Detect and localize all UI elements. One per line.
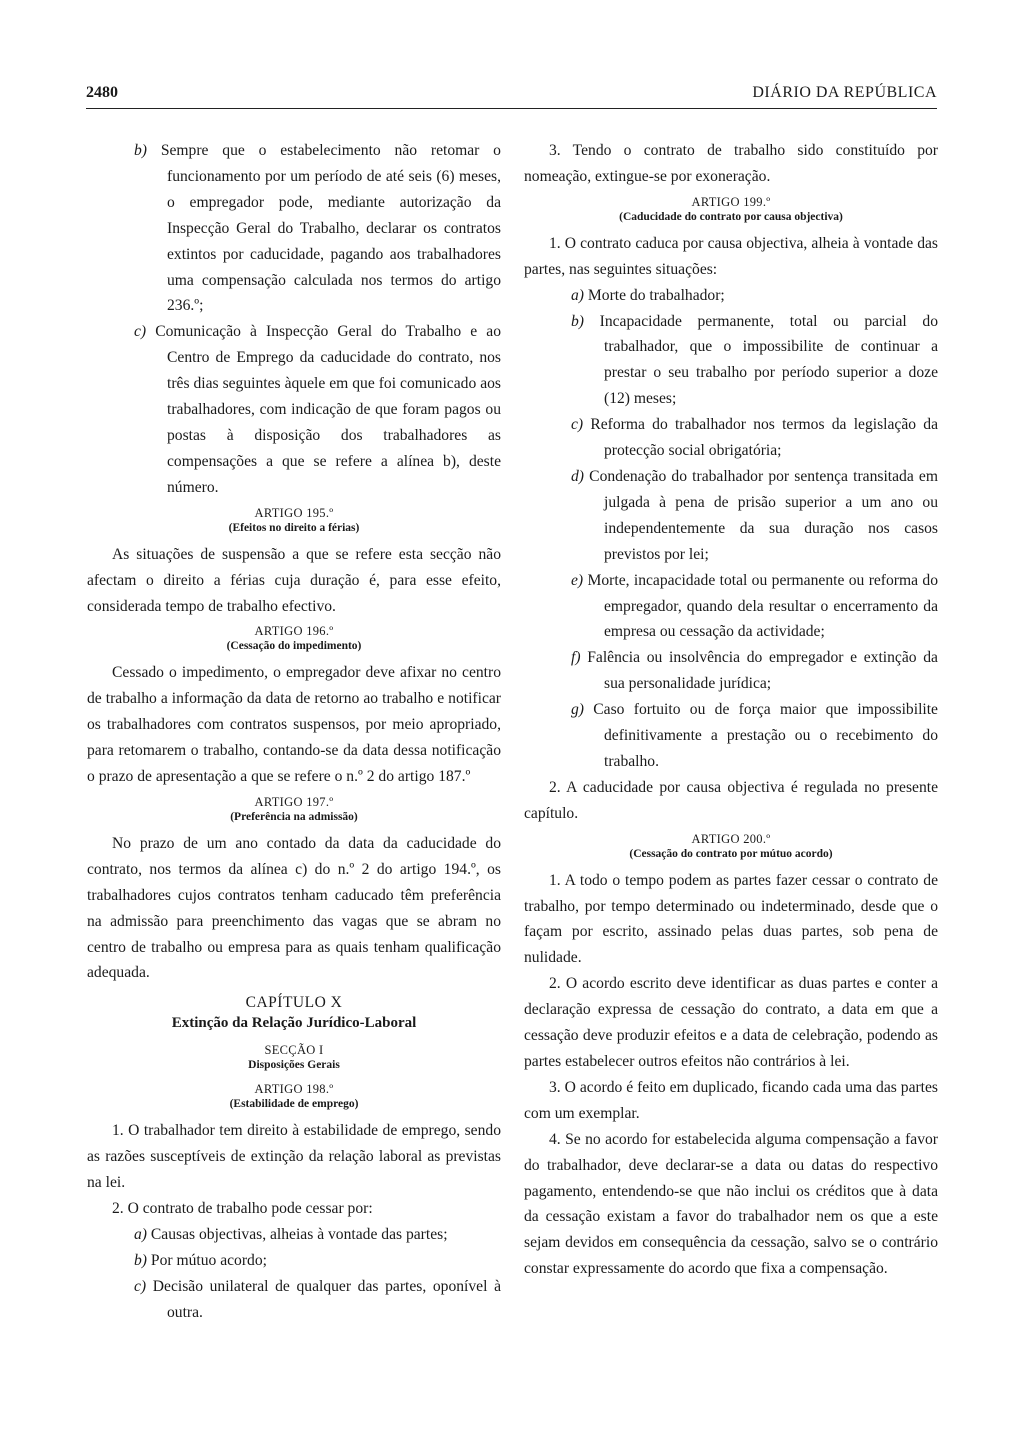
article-heading xyxy=(524,194,938,225)
item-text: Comunicação à Inspecção Geral do Trabalho e ao Centro de Emprego da caducidade do contrato, nos três dias seguintes àquele em que foi comunicado aos trabalhadores, com indicação de que foram pagos ou postas à disposição dos trabalhadores as compensações a que se refere a alínea b), deste número. xyxy=(155,323,501,496)
item-label: c) xyxy=(134,323,147,341)
paragraph: 2. A caducidade por causa objectiva é regulada no presente capítulo. xyxy=(524,778,938,822)
chapter-number: CAPÍTULO X xyxy=(245,994,343,1012)
paragraph: 3. O acordo é feito em duplicado, ficando cada uma das partes com um exemplar. xyxy=(524,1078,938,1122)
page-header xyxy=(86,80,937,109)
article-title: (Cessação do contrato por mútuo acordo) xyxy=(629,847,833,860)
article-title: (Caducidade do contrato por causa objectiva) xyxy=(619,210,843,223)
article-heading xyxy=(87,1081,501,1112)
item-label: c) xyxy=(571,416,584,434)
list-item xyxy=(87,1222,501,1248)
item-label: b) xyxy=(134,142,147,159)
paragraph: 2. O contrato de trabalho pode cessar por: xyxy=(112,1200,373,1218)
list-item xyxy=(87,319,501,500)
paragraph: 3. Tendo o contrato de trabalho sido constituído por nomeação, extingue-se por exoneração. xyxy=(524,142,938,185)
page-number: 2480 xyxy=(86,84,118,101)
list-item xyxy=(524,697,938,775)
article-number: ARTIGO 196.º xyxy=(254,624,334,639)
list-item xyxy=(524,412,938,464)
paragraph: 4. Se no acordo for estabelecida alguma compensação a favor do trabalhador, deve declarar-se a data ou datas do respectivo pagamento, entendendo-se que não inclui os créditos que à data da cessação existam a favor do trabalhador nem os que a este sejam devidos em consequência da cessação, salvo se o contrário constar expressamente do acordo que fixa a compensação. xyxy=(524,1130,938,1278)
item-text: Morte do trabalhador; xyxy=(587,286,725,304)
journal-title: DIÁRIO DA REPÚBLICA xyxy=(752,84,937,101)
paragraph: 2. O acordo escrito deve identificar as duas partes e conter a declaração expressa de cessação do contrato, a data em que a cessação deve produzir efeitos e a data de celebração, podendo as partes estabelecer outros efeitos não contrários à lei. xyxy=(524,975,938,1070)
list-item xyxy=(524,568,938,646)
article-title: (Efeitos no direito a férias) xyxy=(228,521,360,534)
chapter-title: Extinção da Relação Jurídico-Laboral xyxy=(171,1015,417,1032)
item-text: Morte, incapacidade total ou permanente ou reforma do empregador, quando dela resultar o encerramento da empresa ou cessação da actividade; xyxy=(587,571,938,641)
item-label: b) xyxy=(134,1251,147,1269)
left-column xyxy=(87,138,501,1326)
article-heading xyxy=(524,831,938,862)
article-number: ARTIGO 198.º xyxy=(254,1082,334,1097)
paragraph: As situações de suspensão a que se refere esta secção não afectam o direito a férias cuja duração é, para esse efeito, considerada tempo de trabalho efectivo. xyxy=(87,545,501,615)
item-text: Falência ou insolvência do empregador e extinção da sua personalidade jurídica; xyxy=(587,649,938,693)
item-label: d) xyxy=(571,467,584,485)
item-text: Caso fortuito ou de força maior que impossibilite definitivamente a prestação ou o recebimento do trabalho. xyxy=(593,701,938,770)
item-text: Causas objectivas, alheias à vontade das partes; xyxy=(150,1226,448,1243)
article-heading xyxy=(87,794,501,825)
article-title: (Estabilidade de emprego) xyxy=(229,1098,359,1111)
article-number: ARTIGO 199.º xyxy=(691,194,771,209)
paragraph: 1. O trabalhador tem direito à estabilidade de emprego, sendo as razões susceptíveis de extinção da relação laboral as previstas na lei. xyxy=(87,1122,501,1192)
list-item xyxy=(87,1274,501,1326)
paragraph: No prazo de um ano contado da data da caducidade do contrato, nos termos da alínea c) do n.º 2 do artigo 194.º, os trabalhadores cujos contratos tenham caducado têm preferência na admissão para preenchimento das vagas que se abram no centro de trabalho ou empresa para as quais tenham qualificação adequada. xyxy=(87,834,501,982)
list-item xyxy=(524,464,938,568)
list-item xyxy=(524,645,938,697)
item-label: a) xyxy=(134,1226,147,1243)
section-heading xyxy=(87,1042,501,1073)
item-text: Condenação do trabalhador por sentença transitada em julgada à pena de prisão superior a um ano ou independentemente da sua duração nos casos previstos por lei; xyxy=(589,467,938,563)
item-text: Sempre que o estabelecimento não retomar o funcionamento por um período de até seis (6) meses, o empregador pode, mediante autorização da Inspecção Geral do Trabalho, declarar os contratos extintos por caducidade, pagando aos trabalhadores uma compensação calculada nos termos do artigo 236.º; xyxy=(160,142,501,315)
item-label: b) xyxy=(571,312,584,330)
chapter-heading xyxy=(87,992,501,1034)
article-heading xyxy=(87,623,501,654)
list-item xyxy=(87,138,501,319)
article-title: (Preferência na admissão) xyxy=(230,810,358,823)
list-item xyxy=(87,1248,501,1274)
item-label: f) xyxy=(571,649,581,667)
article-number: ARTIGO 200.º xyxy=(691,831,771,846)
paragraph: 1. A todo o tempo podem as partes fazer cessar o contrato de trabalho, por tempo determinado ou indeterminado, desde que o façam por escrito, assinado pelas duas partes, sob pena de nulidade. xyxy=(524,871,938,967)
item-label: g) xyxy=(571,701,584,719)
list-item xyxy=(524,309,938,413)
article-number: ARTIGO 195.º xyxy=(254,505,334,520)
section-number: SECÇÃO I xyxy=(264,1043,324,1058)
item-text: Reforma do trabalhador nos termos da legislação da protecção social obrigatória; xyxy=(590,416,938,460)
item-label: c) xyxy=(134,1277,147,1295)
item-label: a) xyxy=(571,286,584,304)
item-text: Decisão unilateral de qualquer das partes, oponível à outra. xyxy=(152,1277,501,1321)
paragraph: 1. O contrato caduca por causa objectiva, alheia à vontade das partes, nas seguintes situações: xyxy=(524,234,938,278)
article-title: (Cessação do impedimento) xyxy=(226,640,362,653)
paragraph: Cessado o impedimento, o empregador deve afixar no centro de trabalho a informação da data de retorno ao trabalho e notificar os trabalhadores com contratos suspensos, por meio apropriado, para retomarem o trabalho, contando-se da data dessa notificação o prazo de apresentação a que se refere o n.º 2 do artigo 187.º xyxy=(87,664,501,786)
item-text: Incapacidade permanente, total ou parcial do trabalhador, que o impossibilite de continuar a prestar o seu trabalho por período superior a doze (12) meses; xyxy=(599,312,938,408)
item-text: Por mútuo acordo; xyxy=(150,1251,267,1269)
section-title: Disposições Gerais xyxy=(248,1059,340,1072)
list-item xyxy=(524,283,938,309)
article-number: ARTIGO 197.º xyxy=(254,794,334,809)
item-label: e) xyxy=(571,571,584,589)
article-heading xyxy=(87,505,501,536)
right-column xyxy=(524,138,938,1282)
